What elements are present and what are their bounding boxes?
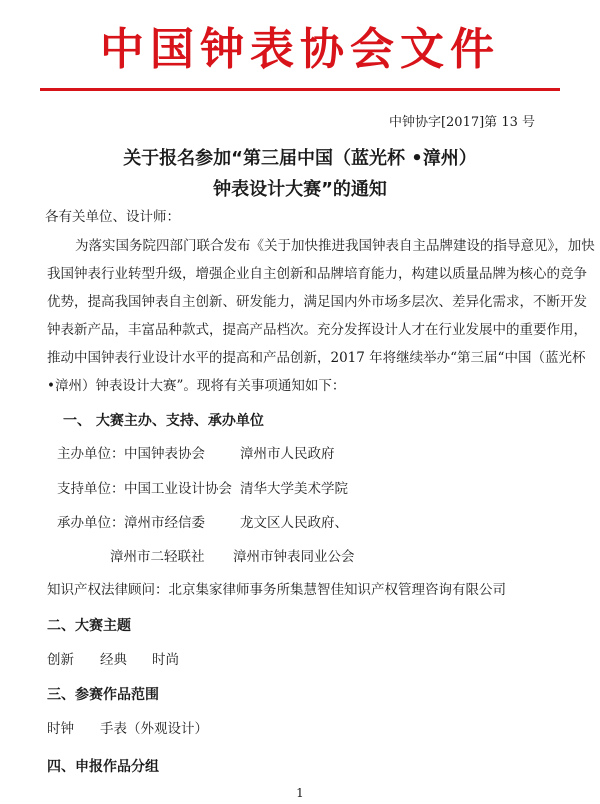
organizer-unit: 漳州市经信委 [124,515,205,531]
section-3-heading: 三、参赛作品范围 [47,687,159,703]
salutation: 各有关单位、设计师： [45,209,180,225]
organizer-unit: 漳州市钟表同业公会 [233,549,355,565]
organizer-unit: 漳州市二轻联社 [110,549,205,565]
theme-item: 经典 [100,652,127,668]
masthead-title: 中国钟表协会文件 [100,24,500,75]
body-line: 我国钟表行业转型升级，增强企业自主创新和品牌培育能力，构建以质量品牌为核心的竞争 [47,266,587,282]
scope-item: 时钟 [47,721,74,737]
theme-item: 创新 [47,652,74,668]
host-unit: 中国钟表协会 [124,446,205,462]
body-line: 推动中国钟表行业设计水平的提高和产品创新，2017 年将继续举办“第三届“中国（蓝光杯 [47,350,586,366]
organizer-unit: 龙文区人民政府、 [240,515,348,531]
section-2-heading: 二、大赛主题 [47,618,131,634]
masthead-divider [40,88,560,91]
notice-title-line-1: 关于报名参加“第三届中国（蓝光杯 •漳州） [123,148,477,169]
page-number: 1 [296,786,304,800]
body-line: 优势，提高我国钟表自主创新、研发能力，满足国内外市场多层次、差异化需求，不断开发 [47,294,587,310]
legal-advisor: 知识产权法律顾问：北京集家律师事务所集慧智佳知识产权管理咨询有限公司 [47,582,506,598]
scope-item: 手表（外观设计） [100,721,208,737]
section-1-heading: 一、 大赛主办、支持、承办单位 [63,413,264,429]
document-number: 中钟协字[2017]第 13 号 [388,115,535,130]
support-label: 支持单位： [57,481,125,497]
theme-item: 时尚 [152,652,179,668]
body-line: •漳州）钟表设计大赛”。现将有关事项通知如下： [47,378,346,394]
host-label: 主办单位： [57,446,125,462]
support-unit: 中国工业设计协会 [124,481,232,497]
section-4-heading: 四、申报作品分组 [47,759,159,775]
body-line: 为落实国务院四部门联合发布《关于加快推进我国钟表自主品牌建设的指导意见》，加快 [75,238,595,254]
body-line: 钟表新产品，丰富品种款式，提高产品档次。充分发挥设计人才在行业发展中的重要作用， [47,322,587,338]
support-unit: 清华大学美术学院 [240,481,348,497]
notice-title-line-2: 钟表设计大赛”的通知 [213,179,387,200]
host-unit: 漳州市人民政府 [240,446,335,462]
organizer-label: 承办单位： [57,515,125,531]
